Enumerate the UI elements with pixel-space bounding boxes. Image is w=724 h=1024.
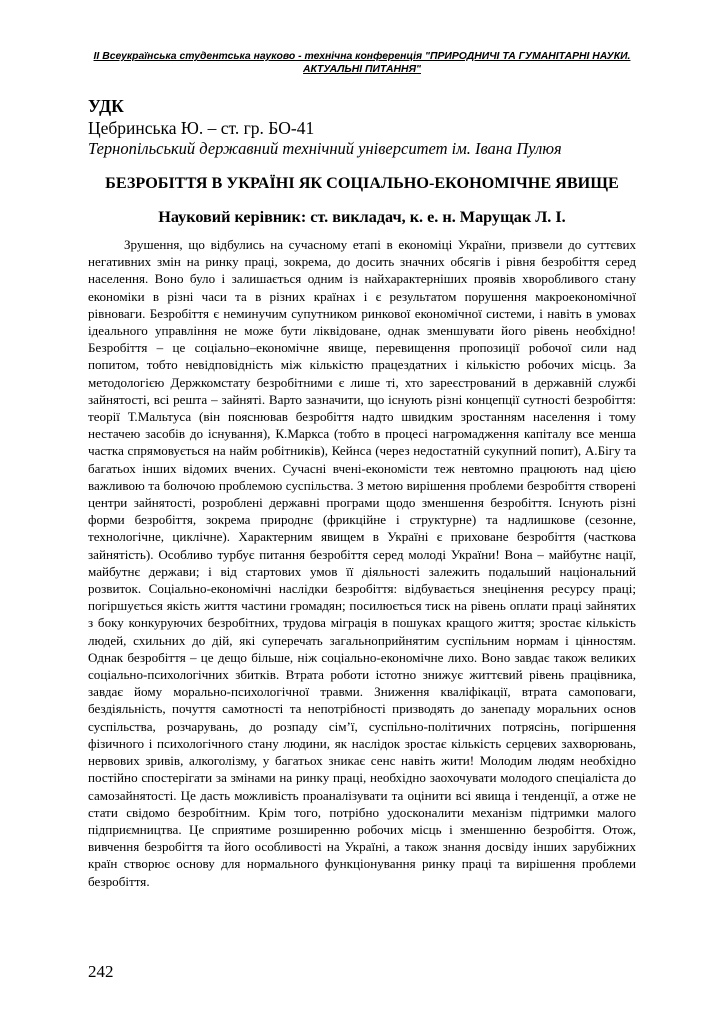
supervisor-line: Науковий керівник: ст. викладач, к. е. н. Марущак Л. І. [158, 208, 566, 226]
body-paragraph: Зрушення, що відбулись на сучасному етапі в економіці України, призвели до суттєвих негативних змін на ринку праці, зокрема, до досить значних обсягів і рівня безробіття серед населення. Воно було і залишається одним із найхарактерніших проявів хворобливого стану економіки в різні часи та в різних країнах і є результатом порушення макроекономічної рівноваги. Безробіття є неминучим супутником ринкової економічної системи, і навіть в умовах ідеального управління не може бути ліквідоване, однак зменшувати його рівень необхідно! Безробіття – це соціально–економічне явище, перевищення пропозиції робочої сили над попитом, тобто невідповідність між кількістю працездатних і кількістю робочих місць. За методологією Держкомстату безробітними є лише ті, хто зареєстрований в державній службі зайнятості, всі решта – зайняті. Варто зазначити, що існують різні концепції сутності безробіття: теорії Т.Мальтуса (він пояснював безробіття надто швидким зростанням населення і тому нестачею засобів до існування), К.Маркса (тобто в процесі нагромадження капіталу все менша частка спрямовується на найм робітників), Кейнса (через недостатній сукупний попит), А.Бігу та багатьох інших відомих вчених. Сучасні вчені-економісти теж невтомно працюють над цією важливою та болючою проблемою суспільства. З метою вирішення проблеми безробіття створені центри зайнятості, розроблені державні програми щодо зменшення безробіття. Існують різні форми безробіття, зокрема природнє (фрикційне і структурне) та надлишкове (сезонне, технологічне, циклічне). Характерним явищем в Україні є приховане безробіття (часткова зайнятість). Особливо турбує питання безробіття серед молоді України! Вона – майбутнє нації, майбутнє держави; і від стартових умов її діяльності залежить подальший національний розвиток. Соціально-економічні наслідки безробіття: відбувається знецінення ресурсу праці; погіршується якість життя частини громадян; посилюється тиск на рівень оплати праці зайнятих з боку конкуруючих безробітних, трудова міграція в пошуках кращого життя; зростає кількість людей, схильних до дій, які суперечать загальноприйнятим суспільним нормам і цінностям. Однак безробіття – це дещо більше, ніж соціально-економічне лихо. Воно завдає також великих соціально-психологічних збитків. Втрата роботи істотно знижує життєвий рівень працівника, завдає йому морально-психологічної травми. Зниження кваліфікації, втрата самоповаги, бездіяльність, почуття самотності та непотрібності призводять до занепаду моральних основ суспільства, розчарувань, до розпаду сім’ї, суспільно-політичних потрясінь, погіршення фізичного і психологічного стану людини, як наслідок зростає кількість серцевих захворювань, нервових зривів, алкоголізму, у багатьох зникає сенс навіть жити! Молодим людям необхідно постійно спостерігати за змінами на ринку праці, необхідно заохочувати молодого спеціаліста до самозайнятості. Це дасть можливість проаналізувати та оцінити всі явища і тенденції, а отже не стати свідомо безробітним. Крім того, потрібно удосконалити механізм підтримки малого підприємництва. Це сприятиме розширенню робочих місць і зменшенню безробіття. Отож, вивчення безробіття та його особливості на Україні, а також знання досвіду інших зарубіжних країн створює основу для нормального функціонування ринку праці та вирішення проблеми безробіття. [88, 237, 636, 889]
page-number: 242 [88, 962, 114, 981]
conference-header-line-1: ІІ Всеукраїнська студентська науково - технічна конференція "ПРИРОДНИЧІ ТА ГУМАНІТАРНІ НАУКИ. [93, 51, 631, 62]
affiliation-line: Тернопільський державний технічний університет ім. Івана Пулюя [88, 139, 562, 158]
udk-label: УДК [88, 96, 124, 116]
conference-header-line-2: АКТУАЛЬНІ ПИТАННЯ" [303, 64, 421, 75]
conference-header [88, 50, 636, 76]
paper-title: БЕЗРОБІТТЯ В УКРАЇНІ ЯК СОЦІАЛЬНО-ЕКОНОМІЧНЕ ЯВИЩЕ [105, 174, 619, 192]
author-line: Цебринська Ю. – ст. гр. БО-41 [88, 118, 315, 138]
